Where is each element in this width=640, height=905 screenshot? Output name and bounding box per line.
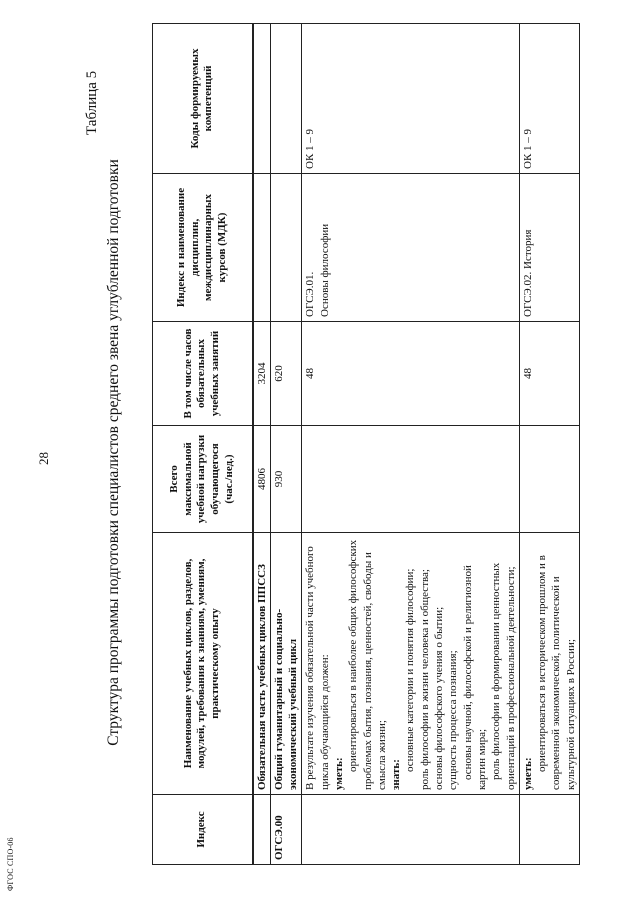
umet-item: современной экономической, политической и: [550, 576, 563, 790]
header-name: Наименование учебных циклов, разделов, модулей, требования к знаниям, умениям, практическому опыту: [153, 533, 253, 795]
umet-item: ориентироваться в историческом прошлом и в: [536, 555, 549, 772]
cycle-max-load: 930: [270, 426, 302, 533]
history-including: 48: [519, 322, 579, 426]
umet-item: смысла жизни;: [375, 720, 388, 790]
umet-label: уметь:: [521, 757, 534, 790]
philosophy-max-load: [302, 426, 519, 533]
header-competences: Коды формируемых компетенций: [153, 24, 253, 174]
znat-item: основные категории и понятия философии;: [404, 568, 417, 772]
philosophy-including: 48: [302, 322, 519, 426]
znat-item: роль философии в формировании ценностных: [490, 562, 503, 780]
header-index: Индекс: [153, 795, 253, 865]
umet-item: культурной ситуациях в России;: [564, 639, 577, 790]
znat-item: основы научной, философской и религиозной: [461, 565, 474, 780]
history-requirements: [519, 533, 579, 795]
mandatory-max-load: 4806: [253, 426, 271, 533]
history-competences: ОК 1 – 9: [519, 24, 579, 174]
discipline-code: ОГСЭ.01.: [304, 271, 317, 317]
cycle-index: ОГСЭ.00: [270, 795, 302, 865]
znat-item: роль философии в жизни человека и общества;: [418, 569, 431, 790]
page-number: 28: [36, 452, 51, 465]
table-title: Структура программы подготовки специалистов среднего звена углубленной подготовки: [105, 159, 122, 746]
cycle-name: Общий гуманитарный и социально-экономический учебный цикл: [270, 533, 302, 795]
philosophy-requirements: [302, 533, 519, 795]
mandatory-name: Обязательная часть учебных циклов ППССЗ: [253, 533, 271, 795]
history-discipline: ОГСЭ.02. История: [519, 174, 579, 322]
table-row-history: [519, 24, 579, 865]
znat-item: сущность процесса познания;: [447, 650, 460, 790]
table-label: Таблица 5: [84, 70, 100, 135]
cycle-including: 620: [270, 322, 302, 426]
znat-item: ориентаций в профессиональной деятельности;: [504, 566, 517, 790]
header-including: В том числе часов обязательных учебных занятий: [153, 322, 253, 426]
discipline-name: Основы философии: [318, 223, 331, 317]
intro-line: В результате изучения обязательной части учебного: [304, 546, 317, 790]
header-disciplines: Индекс и наименование дисциплин, междисциплинарных курсов (МДК): [153, 174, 253, 322]
znat-item: картин мира;: [475, 728, 488, 790]
umet-item: проблемах бытия, познания, ценностей, свободы и: [361, 552, 374, 790]
table-row-philosophy: [302, 24, 519, 865]
umet-label: уметь:: [332, 757, 345, 790]
znat-label: знать:: [390, 759, 403, 790]
footer-code: ФГОС СПО-06: [6, 837, 15, 891]
table-row-cycle: [270, 24, 302, 865]
philosophy-discipline: [302, 174, 519, 322]
curriculum-table: [152, 23, 580, 865]
umet-item: ориентироваться в наиболее общих философских: [347, 539, 360, 772]
intro-line: цикла обучающийся должен:: [318, 654, 331, 790]
znat-item: основы философского учения о бытии;: [433, 606, 446, 790]
header-row: [153, 24, 253, 865]
header-max-load: Всего максимальной учебной нагрузки обучающегося (час./нед.): [153, 426, 253, 533]
mandatory-including: 3204: [253, 322, 271, 426]
table-row-mandatory: [253, 24, 271, 865]
philosophy-competences: ОК 1 – 9: [302, 24, 519, 174]
